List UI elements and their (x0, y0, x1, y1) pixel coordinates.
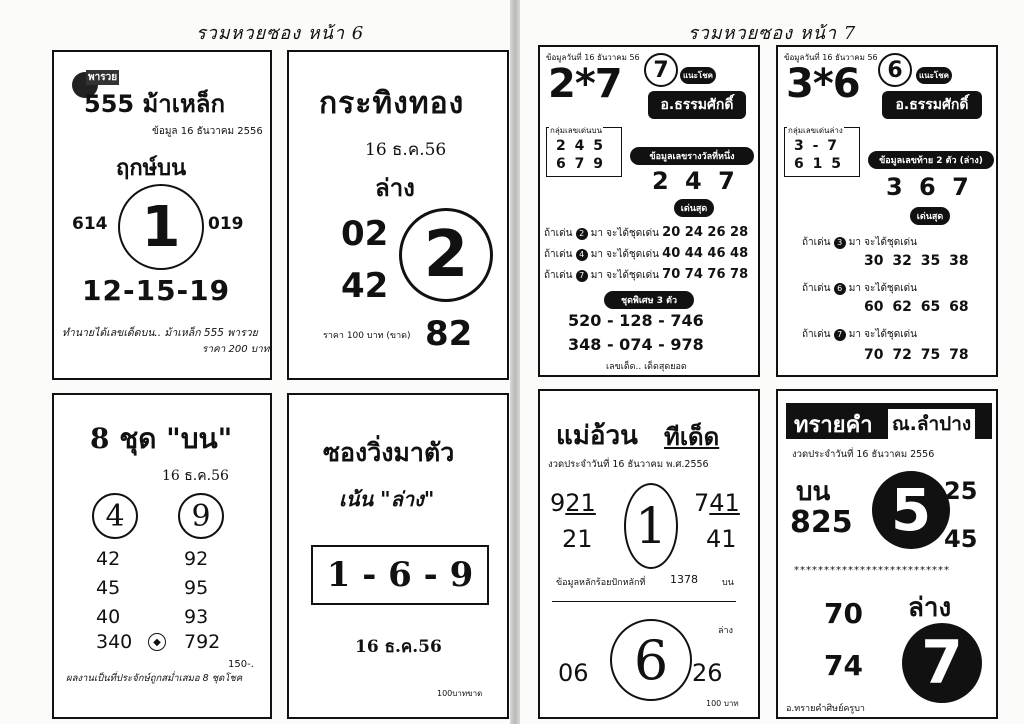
group-row: 3 - 7 (794, 138, 840, 154)
box2-num-c: 82 (425, 314, 473, 354)
box2-date: 16 ธ.ค.56 (365, 140, 447, 160)
box5-star-digit: 7 (653, 57, 669, 83)
box7-center-oval (624, 483, 678, 569)
box1-title: 555 ม้าเหล็ก (84, 90, 226, 118)
box3-title: 8 ชุด "บน" (90, 422, 233, 455)
row-num: 26 (707, 225, 726, 240)
row-num: 24 (684, 225, 703, 240)
box8-date: งวดประจำวันที่ 16 ธันวาคม 2556 (792, 449, 935, 460)
box5-group-label: กลุ่มเลขเด่นบน (550, 126, 603, 135)
left-page-header: รวมหวยซอง หน้า 6 (196, 23, 365, 44)
box1-center-circle (118, 184, 204, 270)
box5-special-1: 520 - 128 - 746 (568, 311, 704, 330)
box5-headline: 2*7 (548, 61, 622, 107)
badge-text: พารวย (88, 72, 118, 83)
row-text: มา จะได้ชุดเด่น (590, 249, 659, 260)
group-row: 6 1 5 (794, 156, 843, 172)
box3-footer: ผลงานเป็นที่ประจักษ์ถูกสม่ำเสมอ 8 ชุดโชค (66, 673, 243, 684)
box8-stars: ************************** (794, 565, 950, 576)
box1-right-num: 019 (208, 214, 244, 234)
box1-center-digit: 1 (141, 194, 181, 260)
box5-best-pill: เด่นสุด (674, 199, 714, 217)
row-num: 44 (684, 246, 703, 261)
row-num: 72 (892, 347, 912, 363)
row-num: 40 (662, 246, 681, 261)
box6-date: ข้อมูลวันที่ 16 ธันวาคม 56 (784, 53, 878, 62)
box3-circle-left (92, 493, 138, 539)
row-nums (662, 267, 748, 282)
box7-date: งวดประจำวันที่ 16 ธันวาคม พ.ศ.2556 (548, 459, 709, 470)
box7-title: แม่อ้วน (556, 421, 638, 451)
pair-left: 45 (96, 577, 121, 599)
box8-lower-a: 70 (824, 597, 863, 630)
row-num: 48 (730, 246, 749, 261)
box6-info-pill: ข้อมูลเลขท้าย 2 ตัว (ล่าง) (868, 151, 994, 169)
box8-right-top: 25 (944, 477, 978, 505)
box-saikham (776, 389, 998, 719)
row-label: ถ้าเด่น (802, 329, 831, 340)
box-mae-uan (538, 389, 760, 719)
group-row: 6 7 9 (556, 156, 605, 172)
box8-footer: อ.ทรายคำศิษย์ครูบา (786, 704, 865, 714)
row-num: 70 (662, 267, 681, 282)
box4-digits: 1 - 6 - 9 (326, 555, 474, 595)
box5-footer: เลขเด็ด.. เด็ดสุดยอด (606, 362, 687, 372)
box6-group-rows (794, 137, 843, 173)
box4-title: ซองวิ่งมาตัว (323, 438, 455, 467)
box8-lower-digit: 7 (921, 628, 963, 698)
box6-group-label: กลุ่มเลขเด่นล่าง (788, 126, 843, 135)
row-num: 30 (864, 253, 884, 269)
row-digit-badge: 7 (576, 270, 588, 282)
box8-upper-num: 825 (790, 505, 853, 540)
box6-big-digits: 3 6 7 (886, 173, 973, 201)
row-num: 70 (864, 347, 884, 363)
box6-row-label (802, 235, 917, 250)
row-num: 68 (949, 299, 969, 315)
right-page-header: รวมหวยซอง หน้า 7 (688, 23, 857, 44)
box7-bottom-left: 06 (558, 659, 589, 687)
box5-row (544, 244, 758, 265)
box4-price: 100บาทขาด (437, 689, 483, 698)
box6-star-digit: 6 (887, 57, 903, 83)
row-num: 46 (707, 246, 726, 261)
row-text: มา จะได้ชุดเด่น (848, 237, 917, 248)
left-top-b: 21 (565, 489, 596, 517)
row-num: 20 (662, 225, 681, 240)
row-digit-badge: 2 (576, 228, 588, 240)
box7-info: ข้อมูลหลักร้อยปักหลักที่ (556, 578, 646, 588)
box7-title2: ทีเด็ด (664, 423, 720, 451)
row-label: ถ้าเด่น (544, 270, 573, 281)
box1-label: ฤกษ์บน (116, 156, 187, 181)
box5-special-pill: ชุดพิเศษ 3 ตัว (604, 291, 694, 309)
row-digit-badge: 4 (576, 249, 588, 261)
box7-center-digit: 1 (635, 497, 667, 555)
page-gutter (510, 0, 520, 724)
box3-pairs-left (96, 545, 120, 632)
pair-right: 93 (184, 606, 209, 628)
box-maa-lek (52, 50, 272, 380)
row-label: ถ้าเด่น (544, 228, 573, 239)
box5-special-2: 348 - 074 - 978 (568, 335, 704, 354)
row-digit-badge: 7 (834, 329, 846, 341)
box8-lower-label: ล่าง (908, 593, 952, 623)
box6-brand: อ.ธรรมศักดิ์ (882, 91, 982, 119)
box3-digit-right: 9 (191, 498, 211, 534)
box1-sequence: 12-15-19 (82, 274, 231, 307)
box7-bottom-circle (610, 619, 692, 701)
box8-upper-circle (872, 471, 950, 549)
left-top-a: 9 (550, 489, 566, 517)
box6-row-nums (864, 299, 969, 315)
box1-footer: ทำนายได้เลขเด็ดบน.. ม้าเหล็ก 555 พารวย (62, 327, 258, 339)
box6-row-nums (864, 253, 969, 269)
box2-title: กระทิงทอง (319, 86, 465, 121)
row-text: มา จะได้ชุดเด่น (590, 228, 659, 239)
group-row: 2 4 5 (556, 138, 605, 154)
row-num: 38 (949, 253, 969, 269)
box7-bottom-right: 26 (692, 659, 723, 687)
box5-tag: แนะโชค (680, 67, 716, 84)
box8-lower-b: 74 (824, 649, 863, 682)
box8-upper-digit: 5 (890, 476, 932, 544)
box2-num-b: 42 (341, 266, 389, 306)
box2-price: ราคา 100 บาท (ขาด) (323, 331, 411, 341)
box-thammasak-lower (776, 45, 998, 377)
box6-row-label (802, 281, 917, 296)
box7-info-num: 1378 (670, 573, 698, 586)
row-num: 65 (920, 299, 941, 315)
box5-date: ข้อมูลวันที่ 16 ธันวาคม 56 (546, 53, 640, 62)
box1-left-num: 614 (72, 214, 108, 234)
box3-digit-left: 4 (105, 498, 125, 534)
row-num: 35 (920, 253, 941, 269)
row-digit-badge: 6 (834, 283, 846, 295)
box3-circle-right (178, 493, 224, 539)
row-num: 78 (949, 347, 969, 363)
box6-row-label (802, 327, 917, 342)
row-num: 32 (892, 253, 912, 269)
pair-right: 92 (184, 548, 209, 570)
box-song-wing (287, 393, 509, 719)
box2-center-circle (399, 208, 493, 302)
row-num: 60 (864, 299, 884, 315)
diamond-icon: ◆ (148, 633, 166, 651)
box6-tag: แนะโชค (916, 67, 952, 84)
box7-upper-label: บน (722, 578, 734, 588)
row-text: มา จะได้ชุดเด่น (590, 270, 659, 281)
star-badge-icon (878, 53, 912, 87)
box7-lower-label: ล่าง (718, 626, 733, 636)
box5-group-rows (556, 137, 605, 173)
row-label: ถ้าเด่น (802, 283, 831, 294)
box7-right-top (694, 489, 740, 517)
row-nums (662, 225, 748, 240)
box4-subtitle: เน้น "ล่าง" (339, 487, 435, 511)
pair-left: 40 (96, 606, 121, 628)
row-digit-badge: 3 (834, 237, 846, 249)
box2-label: ล่าง (375, 174, 415, 202)
box8-title2: ณ.ลำปาง (888, 409, 975, 439)
row-text: มา จะได้ชุดเด่น (848, 283, 917, 294)
box5-rows (544, 223, 758, 286)
box3-pairs-right (184, 545, 208, 632)
box4-digit-frame (311, 545, 489, 605)
box2-num-a: 02 (341, 214, 389, 254)
box7-bottom-center: 6 (633, 628, 669, 692)
box8-upper-label: บน (796, 477, 831, 507)
row-nums (662, 246, 748, 261)
box3-combo-left: 340 (96, 631, 133, 653)
box1-date: ข้อมูล 16 ธันวาคม 2556 (152, 126, 263, 137)
row-num: 78 (730, 267, 749, 282)
right-top-a: 7 (694, 489, 710, 517)
pair-left: 42 (96, 548, 121, 570)
right-top-b: 41 (709, 489, 740, 517)
box7-left-bottom: 21 (562, 525, 593, 553)
box6-headline: 3*6 (786, 61, 860, 107)
box-kratingthong (287, 50, 509, 380)
box7-price: 100 บาท (706, 699, 739, 708)
row-num: 28 (730, 225, 749, 240)
box-thammasak-upper (538, 45, 760, 377)
box1-price: ราคา 200 บาท (202, 344, 270, 355)
box6-row-nums (864, 347, 969, 363)
pair-right: 95 (184, 577, 209, 599)
box5-row (544, 223, 758, 244)
box8-right-bottom: 45 (944, 525, 978, 553)
box7-left-top (550, 489, 596, 517)
row-label: ถ้าเด่น (802, 237, 831, 248)
row-num: 75 (920, 347, 941, 363)
box4-date: 16 ธ.ค.56 (355, 637, 442, 657)
box3-price: 150-. (228, 659, 254, 670)
star-badge-icon (644, 53, 678, 87)
row-label: ถ้าเด่น (544, 249, 573, 260)
box6-best-pill: เด่นสุด (910, 207, 950, 225)
row-num: 62 (892, 299, 912, 315)
box5-brand: อ.ธรรมศักดิ์ (648, 91, 746, 119)
box5-row (544, 265, 758, 286)
box5-info-pill: ข้อมูลเลขรางวัลที่หนึ่ง (630, 147, 754, 165)
box5-big-digits: 2 4 7 (652, 167, 739, 195)
row-num: 74 (684, 267, 703, 282)
box3-combo-right: 792 (184, 631, 221, 653)
box7-divider (552, 601, 736, 602)
box3-date: 16 ธ.ค.56 (162, 468, 229, 484)
box7-right-bottom: 41 (706, 525, 737, 553)
box8-lower-circle (902, 623, 982, 703)
box2-center-digit: 2 (423, 218, 469, 292)
row-num: 76 (707, 267, 726, 282)
row-text: มา จะได้ชุดเด่น (848, 329, 917, 340)
box8-title: ทรายคำ (794, 413, 873, 438)
box-8-sets (52, 393, 272, 719)
